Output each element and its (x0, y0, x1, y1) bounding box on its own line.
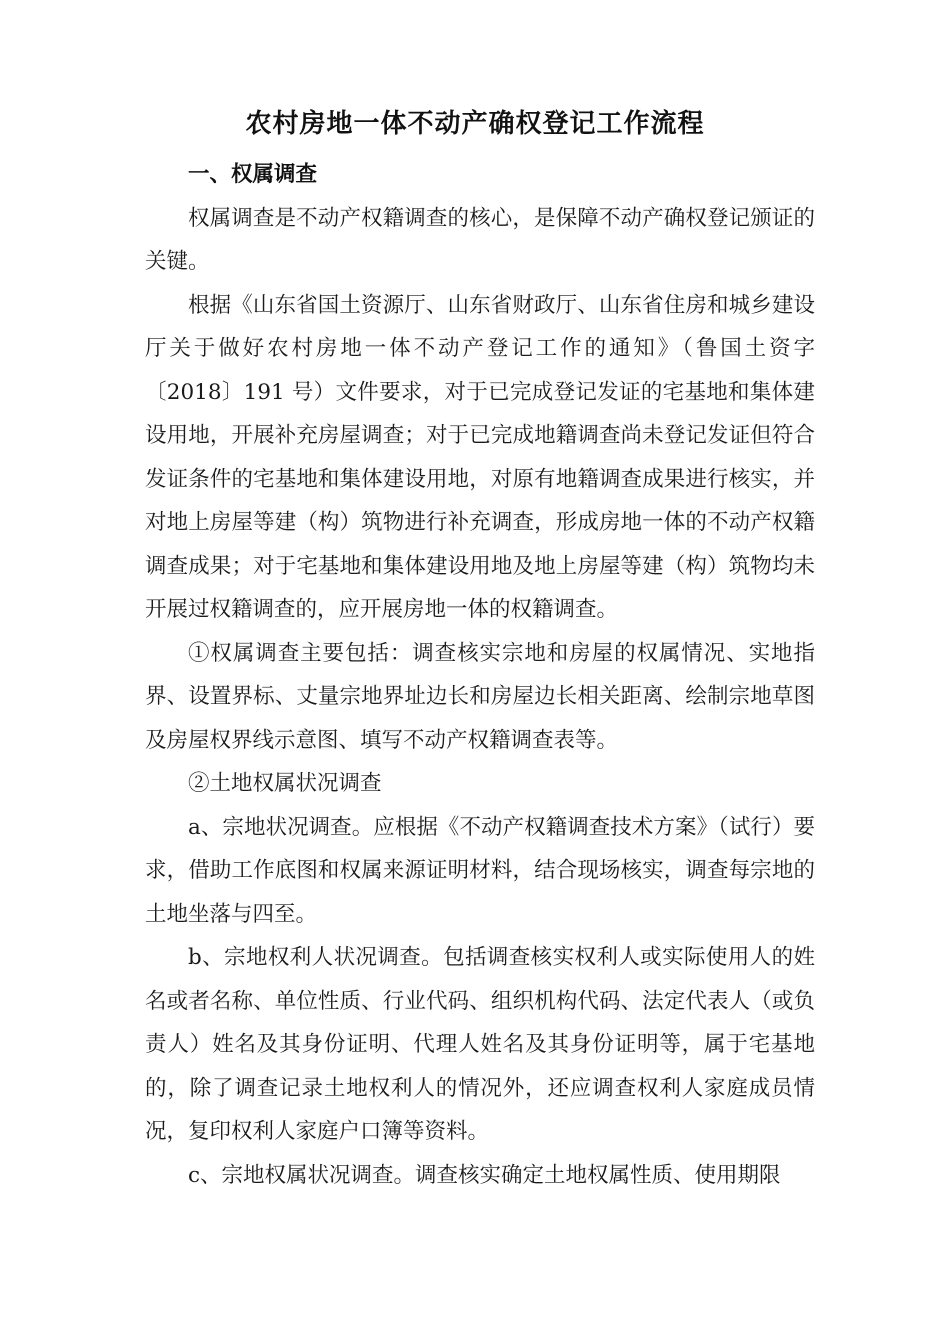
paragraph-scope: ①权属调查主要包括：调查核实宗地和房屋的权属情况、实地指界、设置界标、丈量宗地界址边长和房屋边长相关距离、绘制宗地草图及房屋权界线示意图、填写不动产权籍调查表等。 (145, 640, 815, 753)
paragraph-item-c: c、宗地权属状况调查。调查核实确定土地权属性质、使用期限 (188, 1162, 781, 1188)
paragraph-intro: 权属调查是不动产权籍调查的核心，是保障不动产确权登记颁证的关键。 (145, 205, 815, 274)
paragraph-item-a: a、宗地状况调查。应根据《不动产权籍调查技术方案》（试行）要求，借助工作底图和权属来源证明材料，结合现场核实，调查每宗地的土地坐落与四至。 (145, 814, 815, 927)
paragraph-item-b: b、宗地权利人状况调查。包括调查核实权利人或实际使用人的姓名或者名称、单位性质、行业代码、组织机构代码、法定代表人（或负责人）姓名及其身份证明、代理人姓名及其身份证明等，属于宅基地的，除了调查记录土地权利人的情况外，还应调查权利人家庭成员情况，复印权利人家庭户口簿等资料。 (145, 945, 815, 1144)
paragraph-basis: 根据《山东省国土资源厅、山东省财政厅、山东省住房和城乡建设厅关于做好农村房地一体不动产登记工作的通知》（鲁国土资字〔2018〕191 号）文件要求，对于已完成登记发证的宅基地和集体建设用地，开展补充房屋调查；对于已完成地籍调查尚未登记发证但符合发证条件的宅基地和集体建设用地，对原有地籍调查成果进行核实，并对地上房屋等建（构）筑物进行补充调查，形成房地一体的不动产权籍调查成果；对于宅基地和集体建设用地及地上房屋等建（构）筑物均未开展过权籍调查的，应开展房地一体的权籍调查。 (145, 292, 815, 622)
document-body (145, 153, 815, 1197)
document-title: 农村房地一体不动产确权登记工作流程 (245, 109, 705, 139)
paragraph-land-survey-heading: ②土地权属状况调查 (188, 771, 382, 796)
section-heading: 一、权属调查 (188, 162, 318, 187)
